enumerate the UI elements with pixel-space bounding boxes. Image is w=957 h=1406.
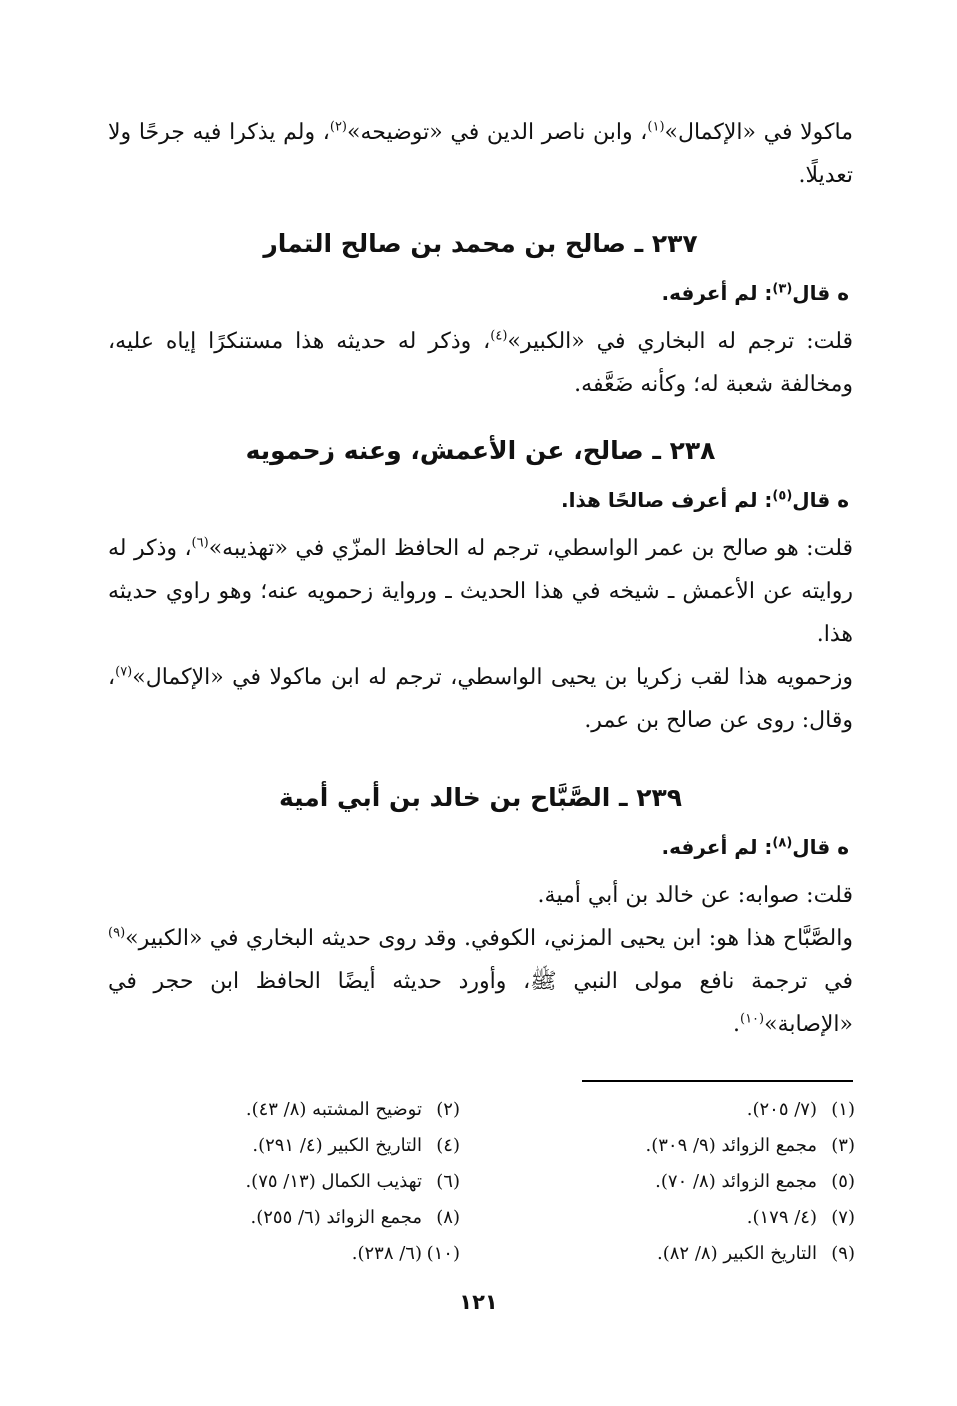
- page-number: ١٢١: [459, 1290, 498, 1314]
- entry-239: [108, 778, 853, 818]
- footnote-number: (٣): [831, 1135, 855, 1156]
- entry-238-body: [108, 527, 853, 742]
- footnote-ref[interactable]: (٦): [191, 535, 209, 551]
- text: والصَّبَّاح هذا هو: ابن يحيى المزني، الكوفي. وقد روى حديثه البخاري في «الكبير»: [125, 926, 853, 951]
- entry-237-body: [108, 320, 853, 406]
- entry-238-qal: [108, 482, 853, 518]
- footnote-ref[interactable]: (٧): [115, 664, 133, 680]
- footnote-text: توضيح المشتبه (٨/ ٤٣).: [245, 1099, 422, 1120]
- footnote: [560, 1164, 855, 1200]
- qal-text: : لم أعرفه.: [661, 281, 773, 305]
- footnote-text: (٤/ ١٧٩).: [746, 1207, 817, 1228]
- text: قلت: هو صالح بن عمر الواسطي، ترجم له الحافظ المزّي في «تهذيبه»: [208, 536, 853, 561]
- entry-239-qal: [108, 829, 853, 865]
- footnote: [560, 1236, 855, 1272]
- footnote: [150, 1236, 460, 1272]
- footnote-number: (٤): [436, 1135, 460, 1156]
- text: ماكولا في «الإكمال»: [664, 120, 854, 145]
- intro-paragraph: [108, 111, 853, 197]
- footnote-number: (٦): [436, 1171, 460, 1192]
- footnote-ref[interactable]: (٤): [490, 328, 508, 344]
- footnote: [560, 1092, 855, 1128]
- footnote-number: (١): [831, 1099, 855, 1120]
- qal-label: ه قال: [792, 488, 849, 512]
- footnote-number: (٥): [831, 1171, 855, 1192]
- text: في ترجمة نافع مولى النبي ﷺ، وأورد حديثه أيضًا الحافظ ابن حجر في «الإصابة»: [108, 969, 853, 1037]
- footnote-text: (٧/ ٢٠٥).: [746, 1099, 817, 1120]
- footnote: [150, 1200, 460, 1236]
- footnote: [560, 1128, 855, 1164]
- footnote-number: (٧): [831, 1207, 855, 1228]
- footnote-text: مجمع الزوائد (٨/ ٧٠).: [655, 1171, 817, 1192]
- text: وزحمويه هذا لقب زكريا بن يحيى الواسطي، ترجم له ابن ماكولا في «الإكمال»: [132, 665, 853, 690]
- footnote-number: (٩): [831, 1243, 855, 1264]
- qal-text: : لم أعرفه.: [661, 835, 773, 859]
- footnotes-right-column: [560, 1092, 855, 1272]
- text: قلت: ترجم له البخاري في «الكبير»: [507, 329, 854, 354]
- footnote-text: (٦/ ٢٣٨).: [351, 1243, 422, 1264]
- text: ، وذكر له حديثه هذا مستنكرًا إياه عليه، ومخالفة شعبة له؛ وكأنه ضَعَّفه.: [108, 329, 853, 397]
- text: ، وقال: روى عن صالح بن عمر.: [108, 665, 853, 733]
- footnotes-left-column: [150, 1092, 460, 1272]
- footnote-ref[interactable]: (٨): [772, 835, 793, 851]
- footnote-ref[interactable]: (١٠): [739, 1011, 765, 1027]
- footnote: [150, 1128, 460, 1164]
- text: ، وابن ناصر الدين في «توضيحه»: [347, 120, 648, 145]
- footnote: [150, 1092, 460, 1128]
- entry-heading: ٢٣٧ ـ صالح بن محمد بن صالح التمار: [263, 229, 698, 258]
- footnote-ref[interactable]: (٥): [772, 488, 793, 504]
- footnote: [150, 1164, 460, 1200]
- entry-237-qal: [108, 275, 853, 311]
- entry-237: [108, 224, 853, 264]
- entry-238: [108, 431, 853, 471]
- footnote-text: مجمع الزوائد (٦/ ٢٥٥).: [250, 1207, 422, 1228]
- text: .: [732, 1012, 740, 1037]
- footnote-ref[interactable]: (٣): [772, 281, 793, 297]
- entry-239-body: [108, 874, 853, 1046]
- qal-text: : لم أعرف صالحًا هذا.: [561, 488, 773, 512]
- footnote-ref[interactable]: (١): [647, 119, 665, 135]
- entry-heading: ٢٣٨ ـ صالح، عن الأعمش، وعنه زحمويه: [245, 436, 716, 465]
- footnote-divider: [582, 1080, 853, 1082]
- footnote-ref[interactable]: (٢): [329, 119, 347, 135]
- qal-label: ه قال: [792, 281, 849, 305]
- footnote-number: (٨): [436, 1207, 460, 1228]
- footnote-text: التاريخ الكبير (٨/ ٨٢).: [657, 1243, 817, 1264]
- footnote-number: (٢): [436, 1099, 460, 1120]
- entry-heading: ٢٣٩ ـ الصَّبَّاح بن خالد بن أبي أمية: [278, 783, 683, 812]
- footnote-number: (١٠): [426, 1243, 460, 1264]
- footnote-text: تهذيب الكمال (١٣/ ٧٥).: [245, 1171, 422, 1192]
- qal-label: ه قال: [792, 835, 849, 859]
- footnote: [560, 1200, 855, 1236]
- footnote-ref[interactable]: (٩): [108, 925, 126, 941]
- footnote-text: مجمع الزوائد (٩/ ٣٠٩).: [645, 1135, 817, 1156]
- text: قلت: صوابه: عن خالد بن أبي أمية.: [537, 883, 853, 908]
- text: ، وذكر له روايته عن الأعمش ـ شيخه في هذا الحديث ـ ورواية زحمويه عنه؛ وهو راوي حديثه هذا.: [108, 536, 853, 647]
- footnote-text: التاريخ الكبير (٤/ ٢٩١).: [252, 1135, 422, 1156]
- text: ، ولم يذكرا فيه جرحًا ولا تعديلًا.: [108, 120, 853, 188]
